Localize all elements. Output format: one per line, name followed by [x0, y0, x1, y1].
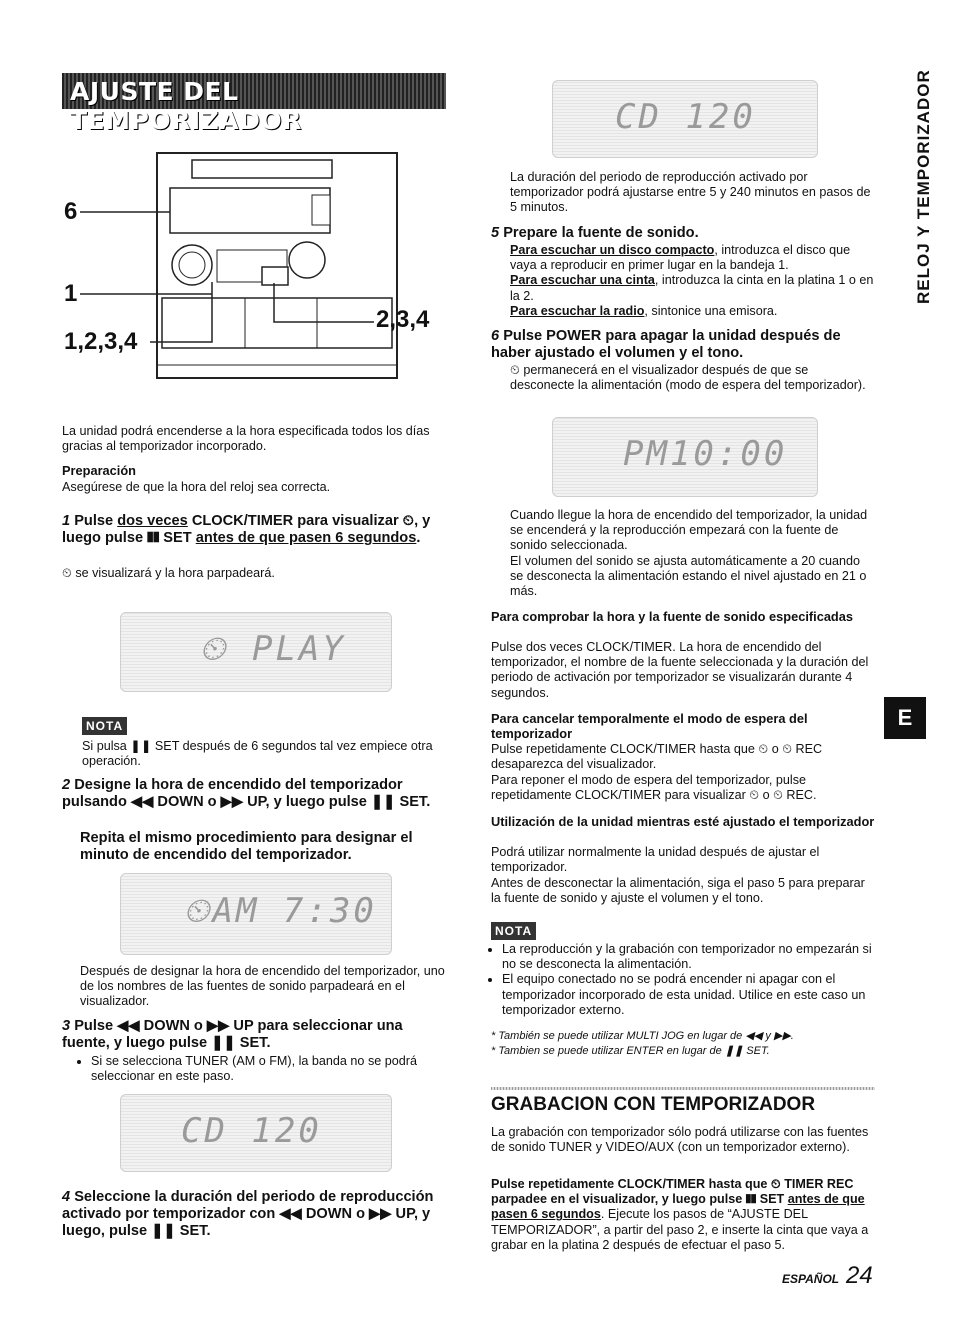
callout-1: 1: [64, 280, 78, 307]
nota-2-bullet-1: • La reproducción y la grabación con temporizador no empezarán si no se desconecta la alimentación.: [502, 942, 886, 972]
nota-text-1: Si pulsa ❚❚ SET después de 6 segundos tal vez empiece otra operación.: [82, 739, 433, 769]
rec-title: GRABACION CON TEMPORIZADOR: [491, 1094, 816, 1115]
step-6-number: 6: [491, 328, 500, 344]
nota-2-bullet-2: • El equipo conectado no se podrá encender ni apagar con el temporizador incorporado de esta unidad. Utilice en este caso un temporizador externo.: [502, 972, 886, 1018]
step-3-bullets: [80, 1054, 458, 1084]
step-3-number: 3: [62, 1018, 71, 1034]
step-6-text: ⏲ permanecerá en el visualizador después de que se desconecte la alimentación (modo de espera del temporizador).: [510, 363, 866, 393]
when-text: Cuando llegue la hora de encendido del temporizador, la unidad se encenderá y la reproducción empezará con la fuente de sonido seleccionada.: [510, 508, 868, 553]
nota-2-list: [491, 942, 886, 1018]
prep-title: Preparación: [62, 463, 136, 478]
radio-text: , sintonice una emisora.: [644, 303, 778, 318]
footnote-2: * Tambien se puede utilizar ENTER en lugar de ❚❚ SET.: [491, 1045, 770, 1057]
rec-intro: La grabación con temporizador sólo podrá utilizarse con las fuentes de sonido TUNER y VIDEO/AUX (con un temporizador externo).: [491, 1125, 869, 1155]
tape-text: , introduzca la cinta en la platina 1 o en la 2.: [510, 273, 874, 303]
display-cd-2-text: CD 120: [615, 97, 756, 137]
use-text-2: Antes de desconectar la alimentación, siga el paso 5 para preparar la fuente de sonido y ajuste el volumen y el tono.: [491, 876, 865, 906]
cancel-text: Pulse repetidamente CLOCK/TIMER hasta que ⏲ o ⏲ REC desaparezca del visualizador.: [491, 742, 823, 772]
callout-234: 2,3,4: [376, 306, 430, 333]
step-4-text: Seleccione la duración del periodo de reproducción activado por temporizador con ◀◀ DOWN o ▶▶ UP, y luego, pulse ❚❚ SET.: [62, 1189, 434, 1239]
language-tab: E: [884, 697, 926, 739]
step-5-number: 5: [491, 225, 500, 241]
step-2-number: 2: [62, 777, 71, 793]
page-number: 24: [846, 1262, 873, 1289]
display-play: [120, 612, 392, 692]
step-2-after: Después de designar la hora de encendido del temporizador, uno de los nombres de las fuentes de sonido parpadeará en el visualizador.: [80, 964, 445, 1009]
display-time: [120, 873, 392, 955]
step-6: [491, 328, 876, 362]
step-3-bullet: • Si se selecciona TUNER (AM o FM), la banda no se podrá seleccionar en este paso.: [91, 1054, 458, 1084]
rec-underline: antes de que pasen 6 segundos: [491, 1192, 865, 1222]
display-time-text: ⏲AM 7:30: [183, 891, 377, 931]
step-2: [62, 777, 447, 811]
rec-text-a: Pulse repetidamente CLOCK/TIMER hasta que ⏲ TIMER REC parpadee en el visualizador, y luego pulse ❚❚ SET: [491, 1177, 854, 1207]
display-pm-text: PM10:00: [623, 434, 788, 474]
check-title: Para comprobar la hora y la fuente de sonido especificadas: [491, 609, 853, 624]
nota-badge-2: NOTA: [491, 922, 536, 940]
radio-label: Para escuchar la radio: [510, 303, 645, 318]
step-1-text-a: Pulse: [74, 513, 118, 529]
cd-label: Para escuchar un disco compacto: [510, 243, 715, 257]
use-text: Podrá utilizar normalmente la unidad después de ajustar el temporizador.: [491, 845, 820, 875]
prep-text: Asegúrese de que la hora del reloj sea correcta.: [62, 480, 331, 494]
page-banner: [62, 73, 446, 135]
side-tab-label: RELOJ Y TEMPORIZADOR: [914, 69, 933, 304]
display-pm: [552, 417, 818, 497]
nota-badge-1: NOTA: [82, 717, 127, 735]
tape-label: Para escuchar una cinta: [510, 273, 655, 288]
display-cd-1-text: CD 120: [181, 1111, 322, 1151]
banner-title: AJUSTE DEL TEMPORIZADOR: [70, 77, 302, 135]
step-1: [62, 513, 447, 547]
step-1-text-b: CLOCK/TIMER para visualizar ⏲, y luego pulse ❚❚ SET: [62, 513, 431, 546]
step-5: [491, 225, 876, 242]
when-text-2: El volumen del sonido se ajusta automáticamente a 20 cuando se desconecta la alimentación estando el nivel ajustado en 21 o más.: [510, 554, 867, 599]
step-1-note: ⏲ se visualizará y la hora parpadeará.: [62, 566, 275, 580]
callout-1234: 1,2,3,4: [64, 328, 138, 355]
intro-text: La unidad podrá encenderse a la hora especificada todos los días gracias al temporizador incorporado.: [62, 424, 430, 454]
use-title: Utilización de la unidad mientras esté ajustado el temporizador: [491, 814, 875, 829]
cd-text: , introduzca el disco que vaya a reproducir en primer lugar en la bandeja 1.: [510, 243, 851, 273]
step-2-repeat: Repita el mismo procedimiento para designar el minuto de encendido del temporizador.: [80, 830, 413, 863]
check-text: Pulse dos veces CLOCK/TIMER. La hora de encendido del temporizador, el nombre de la fuente seleccionada y la duración del periodo de activación por temporizador se visualizarán durante 4 segundos.: [491, 640, 869, 700]
step-2-text: Designe la hora de encendido del temporizador pulsando ◀◀ DOWN o ▶▶ UP, y luego pulse ❚❚ SET.: [62, 777, 431, 810]
duration-text: La duración del periodo de reproducción activado por temporizador podrá ajustarse entre 5 y 240 minutos en pasos de 5 minutos.: [510, 170, 871, 215]
cancel-text-2: Para reponer el modo de espera del temporizador, pulse repetidamente CLOCK/TIMER para visualizar ⏲ o ⏲ REC.: [491, 773, 817, 803]
step-1-underline-2: antes de que pasen 6 segundos: [195, 530, 417, 546]
step-1-text-c: .: [416, 530, 421, 546]
callout-6: 6: [64, 198, 78, 225]
step-5-body: [510, 243, 876, 319]
section-divider: [491, 1087, 875, 1090]
display-cd-2: [552, 80, 818, 158]
footer-language: ESPAÑOL: [782, 1272, 840, 1286]
step-3-text: Pulse ◀◀ DOWN o ▶▶ UP para seleccionar una fuente, y luego pulse ❚❚ SET.: [62, 1018, 403, 1051]
step-1-number: 1: [62, 513, 71, 529]
rec-steps: [491, 1177, 875, 1253]
step-4: [62, 1189, 447, 1240]
rec-text-b: . Ejecute los pasos de “AJUSTE DEL TEMPORIZADOR”, a partir del paso 2, e inserte la cinta que vaya a grabar en la platina 2 después de efectuar el paso 5.: [491, 1207, 869, 1252]
display-cd-1: [120, 1094, 392, 1172]
step-6-title: Pulse POWER para apagar la unidad después de haber ajustado el volumen y el tono.: [491, 328, 841, 361]
side-tab: [880, 62, 933, 312]
step-4-number: 4: [62, 1189, 71, 1205]
step-1-underline-1: dos veces: [117, 513, 188, 529]
step-5-title: Prepare la fuente de sonido.: [503, 225, 699, 241]
footnote-1: * También se puede utilizar MULTI JOG en lugar de ◀◀ y ▶▶.: [491, 1030, 794, 1042]
cancel-title: Para cancelar temporalmente el modo de espera del temporizador: [491, 711, 808, 741]
display-play-text: ⏲ PLAY: [199, 629, 346, 669]
step-3: [62, 1018, 447, 1052]
